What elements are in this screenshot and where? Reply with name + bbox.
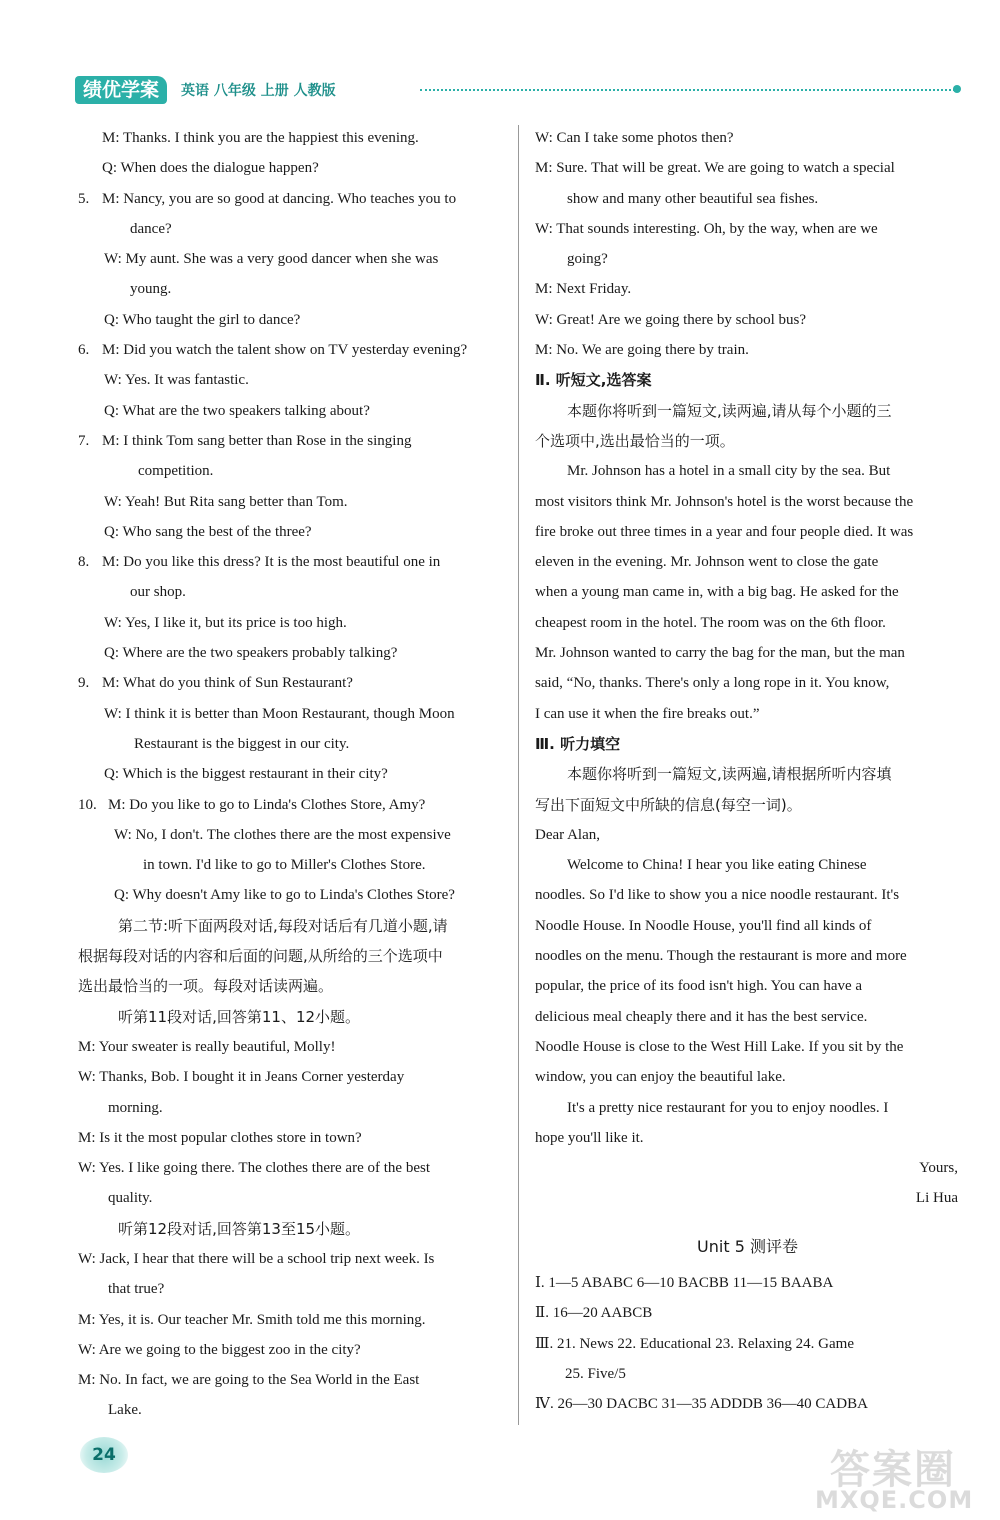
section-instruction: 写出下面短文中所缺的信息(每空一词)。 (535, 795, 802, 814)
answer-line: 25. Five/5 (565, 1365, 626, 1382)
dialogue-line: M: No. We are going there by train. (535, 342, 749, 359)
dialogue-line: W: Yes. It was fantastic. (104, 372, 249, 389)
question-10: 10. M: Do you like to go to Linda's Clothes Store, Amy? (78, 790, 506, 820)
dialogue-line: W: Jack, I hear that there will be a school trip next week. Is (78, 1250, 435, 1267)
letter-line: It's a pretty nice restaurant for you to enjoy noodles. I (567, 1099, 889, 1116)
dialogue-line: W: Are we going to the biggest zoo in the city? (78, 1341, 361, 1358)
dialogue-line: M: Nancy, you are so good at dancing. Who teaches you to (102, 190, 457, 207)
page-header (75, 76, 965, 108)
dialogue-line: M: What do you think of Sun Restaurant? (102, 675, 353, 692)
unit-title: Unit 5 测评卷 (697, 1236, 798, 1256)
section-instruction: 第二节:听下面两段对话,每段对话后有几道小题,请 (118, 916, 448, 935)
dialogue-line: W: Yes. I like going there. The clothes there are of the best (78, 1160, 430, 1177)
dialogue-line: W: I think it is better than Moon Restaurant, though Moon (104, 705, 455, 722)
dialogue-line: Q: When does the dialogue happen? (102, 160, 319, 177)
dialogue-line: dance? (130, 220, 172, 237)
letter-greeting: Dear Alan, (535, 826, 600, 843)
section-title: Ⅱ. 听短文,选答案 (535, 371, 652, 390)
letter-line: window, you can enjoy the beautiful lake. (535, 1069, 786, 1086)
dialogue-heading: 听第11段对话,回答第11、12小题。 (118, 1007, 361, 1026)
watermark-url: MXQE.COM (815, 1486, 974, 1514)
dialogue-line: in town. I'd like to go to Miller's Clothes Store. (143, 857, 426, 874)
answer-line: Ⅰ. 1—5 ABABC 6—10 BACBB 11—15 BAABA (535, 1274, 834, 1291)
answer-line: Ⅳ. 26—30 DACBC 31—35 ADDDB 36—40 CADBA (535, 1396, 868, 1413)
dialogue-line: Q: Which is the biggest restaurant in their city? (104, 766, 388, 783)
dialogue-line: morning. (108, 1099, 163, 1116)
dialogue-line: M: Is it the most popular clothes store in town? (78, 1129, 362, 1146)
watermark-text: 答案圈 (830, 1447, 956, 1493)
dialogue-line: W: Can I take some photos then? (535, 130, 734, 146)
dialogue-line: show and many other beautiful sea fishes. (567, 190, 819, 207)
dialogue-line: Restaurant is the biggest in our city. (134, 735, 350, 752)
dialogue-line: Q: Where are the two speakers probably talking? (104, 645, 398, 662)
answer-line: Ⅲ. 21. News 22. Educational 23. Relaxing 24. Game (535, 1335, 854, 1352)
dialogue-line: M: Thanks. I think you are the happiest this evening. (102, 130, 419, 146)
letter-line: noodles on the menu. Though the restaurant is more and more (535, 948, 907, 965)
question-6: 6. M: Did you watch the talent show on TV yesterday evening? (78, 335, 506, 365)
dialogue-line: W: Thanks, Bob. I bought it in Jeans Corner yesterday (78, 1069, 405, 1086)
passage-line: said, “No, thanks. There's only a long rope in it. You know, (535, 675, 890, 692)
letter-signature: Li Hua (915, 1190, 958, 1207)
question-8: 8. M: Do you like this dress? It is the most beautiful one in (78, 547, 506, 577)
dialogue-line: M: Do you like to go to Linda's Clothes Store, Amy? (108, 796, 426, 813)
letter-line: delicious meal cheaply there and it has the best service. (535, 1008, 868, 1025)
section-title: Ⅲ. 听力填空 (535, 734, 621, 753)
page-number: 24 (80, 1437, 128, 1473)
letter-line: Welcome to China! I hear you like eating Chinese (567, 857, 867, 874)
passage-line: when a young man came in, with a big bag. He asked for the (535, 584, 899, 601)
letter-line: Noodle House. In Noodle House, you'll find all kinds of (535, 917, 872, 934)
dialogue-line: Q: Who taught the girl to dance? (104, 311, 301, 328)
answer-line: Ⅱ. 16—20 AABCB (535, 1305, 653, 1322)
section-instruction: 选出最恰当的一项。每段对话读两遍。 (78, 977, 334, 996)
column-divider (518, 125, 519, 1425)
passage-line: fire broke out three times in a year and four people died. It was (535, 523, 914, 540)
dialogue-line: going? (567, 251, 608, 268)
passage-line: most visitors think Mr. Johnson's hotel is the worst because the (535, 493, 914, 510)
question-9: 9. M: What do you think of Sun Restaurant? (78, 668, 506, 698)
header-dot-icon (953, 85, 961, 93)
header-divider (420, 89, 955, 91)
dialogue-line: W: Yes, I like it, but its price is too high. (104, 614, 347, 631)
book-subtitle: 英语 八年级 上册 人教版 (181, 83, 336, 99)
letter-closing: Yours, (919, 1160, 958, 1177)
dialogue-line: Q: Who sang the best of the three? (104, 523, 312, 540)
question-7: 7. M: I think Tom sang better than Rose in the singing (78, 426, 506, 456)
dialogue-line: M: Your sweater is really beautiful, Molly! (78, 1038, 336, 1055)
passage-line: Mr. Johnson wanted to carry the bag for the man, but the man (535, 645, 905, 662)
dialogue-line: W: Yeah! But Rita sang better than Tom. (104, 493, 348, 510)
dialogue-line: young. (130, 281, 172, 298)
dialogue-line: M: Sure. That will be great. We are going to watch a special (535, 160, 895, 177)
dialogue-line: Lake. (108, 1402, 142, 1419)
passage-line: Mr. Johnson has a hotel in a small city by the sea. But (567, 463, 891, 480)
question-5: 5. M: Nancy, you are so good at dancing. Who teaches you to (78, 184, 506, 214)
letter-line: hope you'll like it. (535, 1129, 644, 1146)
letter-line: popular, the price of its food isn't high. You can have a (535, 978, 863, 995)
dialogue-line: Q: What are the two speakers talking about? (104, 402, 370, 419)
passage-line: eleven in the evening. Mr. Johnson went to close the gate (535, 554, 879, 571)
dialogue-line: M: Do you like this dress? It is the most beautiful one in (102, 554, 441, 571)
section-instruction: 本题你将听到一篇短文,读两遍,请根据所听内容填 (567, 765, 892, 784)
dialogue-line: M: Yes, it is. Our teacher Mr. Smith told me this morning. (78, 1311, 426, 1328)
letter-line: noodles. So I'd like to show you a nice noodle restaurant. It's (535, 887, 900, 904)
letter-line: Noodle House is close to the West Hill Lake. If you sit by the (535, 1038, 904, 1055)
dialogue-line: our shop. (130, 584, 186, 601)
dialogue-line: M: I think Tom sang better than Rose in the singing (102, 432, 412, 449)
dialogue-line: M: Did you watch the talent show on TV yesterday evening? (102, 342, 468, 359)
dialogue-line: W: No, I don't. The clothes there are the most expensive (114, 826, 451, 843)
section-instruction: 本题你将听到一篇短文,读两遍,请从每个小题的三 (567, 401, 892, 420)
passage-line: cheapest room in the hotel. The room was on the 6th floor. (535, 614, 886, 631)
passage-line: I can use it when the fire breaks out.” (535, 705, 760, 722)
section-instruction: 个选项中,选出最恰当的一项。 (535, 431, 735, 450)
watermark (810, 1438, 990, 1518)
book-logo: 绩优学案 (75, 76, 167, 104)
dialogue-line: M: Next Friday. (535, 281, 632, 298)
dialogue-line: W: My aunt. She was a very good dancer when she was (104, 251, 439, 268)
dialogue-line: competition. (138, 463, 214, 480)
right-column (535, 123, 960, 1419)
dialogue-heading: 听第12段对话,回答第13至15小题。 (118, 1219, 361, 1238)
dialogue-line: quality. (108, 1190, 153, 1207)
dialogue-line: M: No. In fact, we are going to the Sea World in the East (78, 1372, 420, 1389)
dialogue-line: W: That sounds interesting. Oh, by the way, when are we (535, 220, 878, 237)
dialogue-line: W: Great! Are we going there by school bus? (535, 311, 807, 328)
left-column (78, 123, 506, 1426)
dialogue-line: Q: Why doesn't Amy like to go to Linda's Clothes Store? (114, 887, 455, 904)
section-instruction: 根据每段对话的内容和后面的问题,从所给的三个选项中 (78, 947, 443, 966)
dialogue-line: that true? (108, 1281, 165, 1298)
